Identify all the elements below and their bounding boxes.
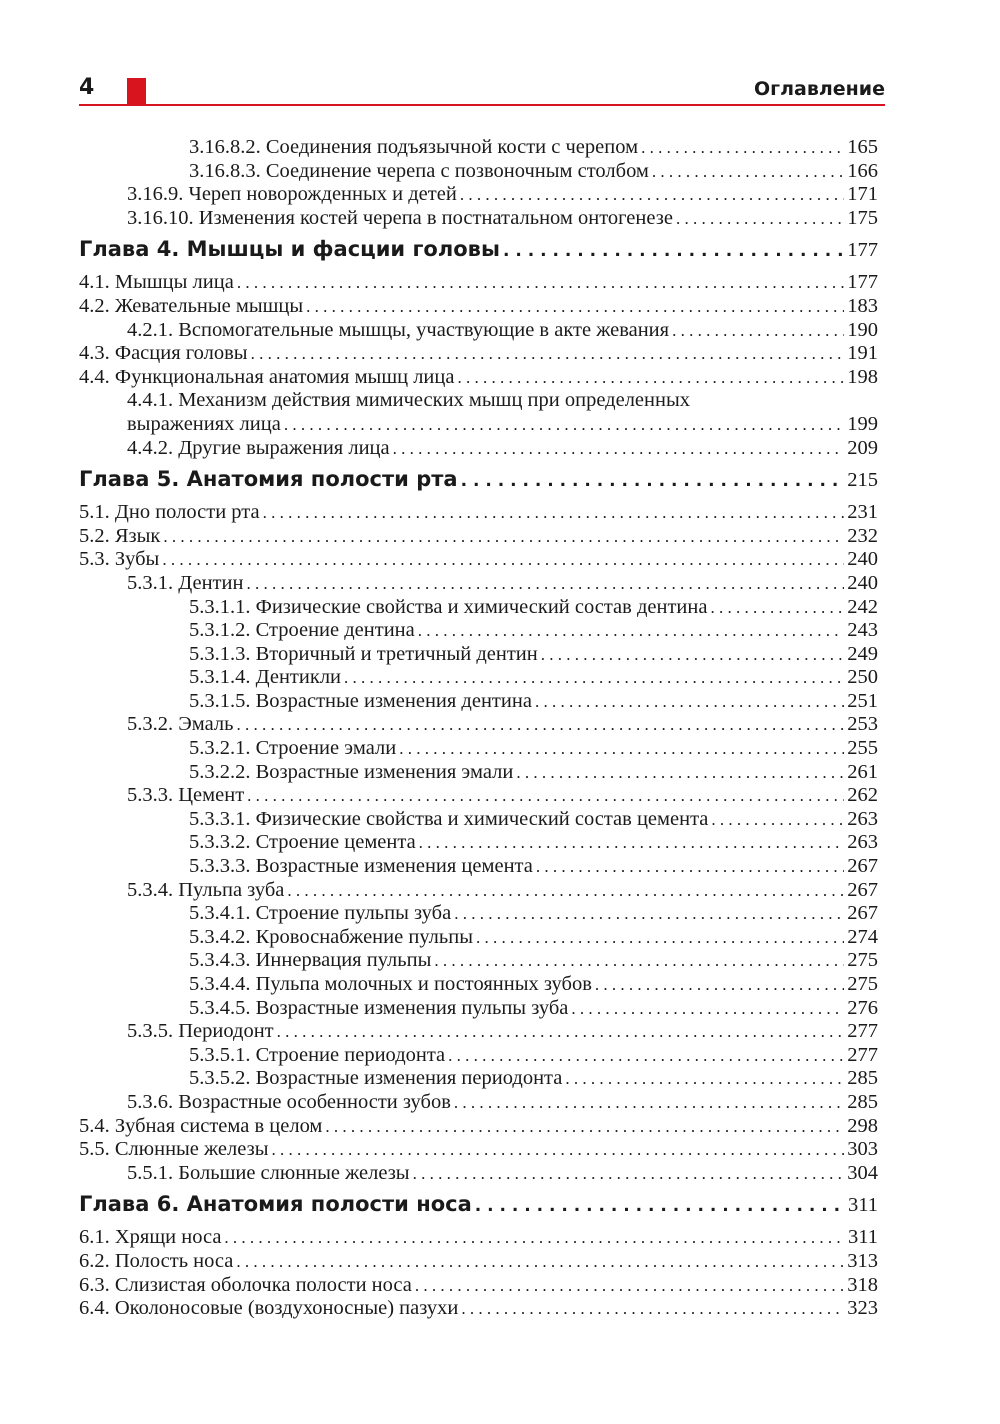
toc-entry[interactable]: 6.4. Околоносовые (воздухоносные) пазухи . . . 323 <box>79 1297 878 1321</box>
toc-entry[interactable]: 5.3.5. Периодонт . . . 277 <box>79 1020 878 1044</box>
toc-entry[interactable]: 5.3.1.3. Вторичный и третичный дентин . . . 249 <box>79 643 878 667</box>
chapter-5-heading[interactable]: Глава 5. Анатомия полости рта . . . 215 <box>79 462 878 497</box>
chapter-5-entries <box>79 501 878 1185</box>
toc-entry[interactable]: 4.2. Жевательные мышцы . . . 183 <box>79 295 878 319</box>
toc-entry[interactable]: 5.3.2.1. Строение эмали . . . 255 <box>79 737 878 761</box>
toc-entry-line2[interactable]: выражениях лица . . . 199 <box>79 413 878 437</box>
toc-entry[interactable]: 5.3.1.1. Физические свойства и химический состав дентина . . . 242 <box>79 596 878 620</box>
toc-entry[interactable]: 5.3.3.1. Физические свойства и химический состав цемента . . . 263 <box>79 808 878 832</box>
toc-entry[interactable]: 5.3.6. Возрастные особенности зубов . . . 285 <box>79 1091 878 1115</box>
toc-entry[interactable]: 5.3.4. Пульпа зуба . . . 267 <box>79 879 878 903</box>
toc-entry[interactable]: 6.3. Слизистая оболочка полости носа . . . 318 <box>79 1274 878 1298</box>
toc-entry[interactable]: 5.3.1.2. Строение дентина . . . 243 <box>79 619 878 643</box>
toc-entry[interactable]: 5.3.4.2. Кровоснабжение пульпы . . . 274 <box>79 926 878 950</box>
section-title: Оглавление <box>754 78 885 100</box>
toc-entry[interactable]: 5.3.3. Цемент . . . 262 <box>79 784 878 808</box>
page-number: 4 <box>79 75 95 100</box>
toc-entry[interactable]: 5.2. Язык . . . 232 <box>79 525 878 549</box>
toc-entry[interactable]: 5.3.4.5. Возрастные изменения пульпы зуба . . . 276 <box>79 997 878 1021</box>
toc-entry[interactable]: 4.3. Фасция головы . . . 191 <box>79 342 878 366</box>
toc-entry[interactable]: 3.16.9. Череп новорожденных и детей . . . 171 <box>79 183 878 207</box>
toc-entry[interactable]: 3.16.8.3. Соединение черепа с позвоночным столбом . . . 166 <box>79 160 878 184</box>
toc-entry[interactable]: 5.4. Зубная система в целом . . . 298 <box>79 1115 878 1139</box>
toc-entry[interactable]: 5.5.1. Большие слюнные железы . . . 304 <box>79 1162 878 1186</box>
toc-entry[interactable]: 6.1. Хрящи носа . . . 311 <box>79 1226 878 1250</box>
toc-entry[interactable]: 5.3.1.5. Возрастные изменения дентина . . . 251 <box>79 690 878 714</box>
toc-entry[interactable]: 5.3.2. Эмаль . . . 253 <box>79 713 878 737</box>
toc-entry[interactable]: 5.3.2.2. Возрастные изменения эмали . . . 261 <box>79 761 878 785</box>
toc-entry[interactable]: 5.3.5.1. Строение периодонта . . . 277 <box>79 1044 878 1068</box>
toc-entry[interactable]: 5.3.1. Дентин . . . 240 <box>79 572 878 596</box>
toc-entry[interactable]: 5.3.5.2. Возрастные изменения периодонта . . . 285 <box>79 1067 878 1091</box>
toc-entry[interactable]: 6.2. Полость носа . . . 313 <box>79 1250 878 1274</box>
header-rule <box>79 104 885 106</box>
toc-entry[interactable]: 5.3.3.3. Возрастные изменения цемента . . . 267 <box>79 855 878 879</box>
toc-entry[interactable]: 4.2.1. Вспомогательные мышцы, участвующие в акте жевания . . . 190 <box>79 319 878 343</box>
toc-entry[interactable]: 4.4. Функциональная анатомия мышц лица . . . 198 <box>79 366 878 390</box>
toc-entry[interactable]: 4.1. Мышцы лица . . . 177 <box>79 271 878 295</box>
toc-entry[interactable]: 4.4.2. Другие выражения лица . . . 209 <box>79 437 878 461</box>
toc-entry[interactable]: 5.3.3.2. Строение цемента . . . 263 <box>79 831 878 855</box>
toc-entry[interactable]: 3.16.8.2. Соединения подъязычной кости с черепом . . . 165 <box>79 136 878 160</box>
toc-entry[interactable]: 5.3.4.3. Иннервация пульпы . . . 275 <box>79 949 878 973</box>
header-red-marker <box>127 78 146 106</box>
toc-entry[interactable]: 5.3.1.4. Дентикли . . . 250 <box>79 666 878 690</box>
toc-entry[interactable]: 5.3. Зубы . . . 240 <box>79 548 878 572</box>
chapter-6-entries <box>79 1226 878 1320</box>
toc-entry[interactable]: 5.5. Слюнные железы . . . 303 <box>79 1138 878 1162</box>
toc-entry[interactable]: 5.1. Дно полости рта . . . 231 <box>79 501 878 525</box>
toc-entry[interactable]: 3.16.10. Изменения костей черепа в постнатальном онтогенезе . . . 175 <box>79 207 878 231</box>
chapter-4-heading[interactable]: Глава 4. Мышцы и фасции головы . . . 177 <box>79 232 878 267</box>
toc-entry[interactable]: 5.3.4.1. Строение пульпы зуба . . . 267 <box>79 902 878 926</box>
page-header <box>0 0 1000 110</box>
table-of-contents <box>79 136 878 1321</box>
chapter-6-heading[interactable]: Глава 6. Анатомия полости носа . . . 311 <box>79 1187 878 1222</box>
toc-entry[interactable]: 5.3.4.4. Пульпа молочных и постоянных зубов . . . 275 <box>79 973 878 997</box>
toc-entry-line1[interactable]: 4.4.1. Механизм действия мимических мышц при определенных <box>127 389 690 412</box>
